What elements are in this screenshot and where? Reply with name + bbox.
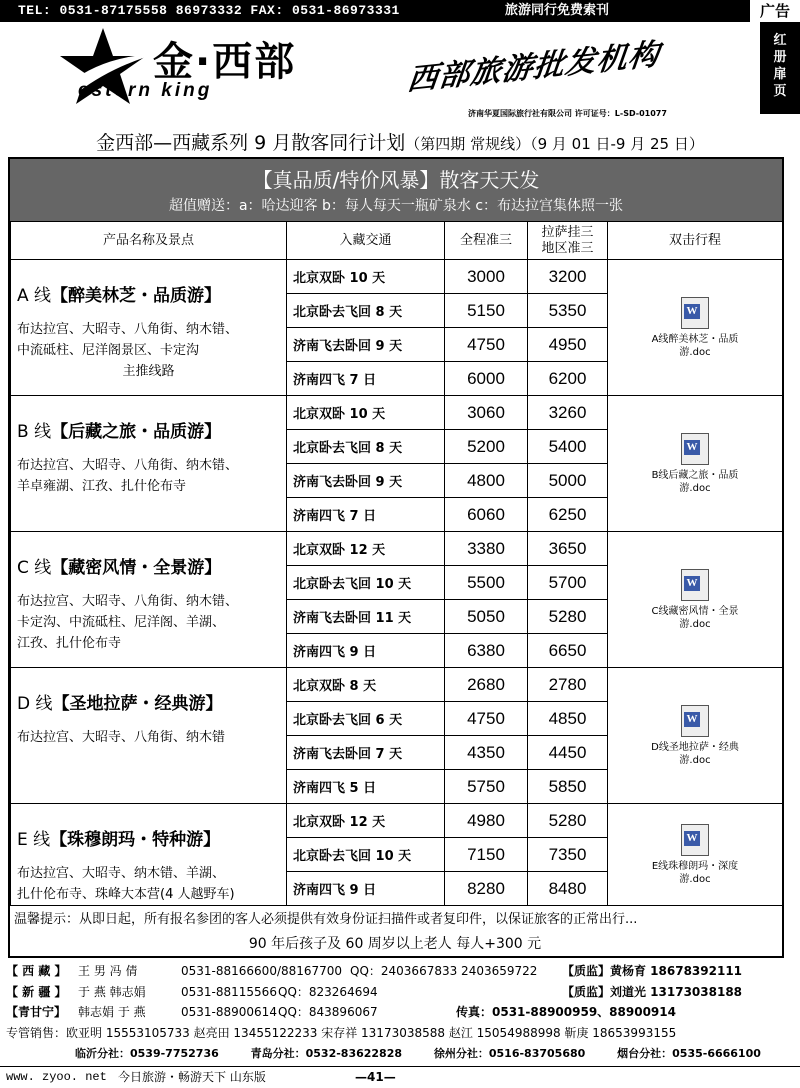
- table-body: [11, 260, 783, 906]
- col-price-lhasa: [528, 222, 608, 260]
- transport-cell: 北京双卧 8 天: [287, 668, 445, 702]
- col-price-lhasa-line1: 拉萨挂三: [541, 224, 594, 240]
- line-sights: 扎什伦布寺、珠峰大本营(4 人越野车): [17, 887, 235, 902]
- price-lhasa-cell: 3260: [528, 396, 608, 430]
- footer-slogan: 今日旅游・畅游天下 山东版: [118, 1070, 266, 1084]
- notes: [10, 908, 780, 953]
- contact-qq: QQ：2403667833 2403659722: [350, 964, 538, 978]
- col-price-lhasa-line2: 地区准三: [541, 240, 594, 256]
- contacts-block: [6, 961, 786, 1043]
- price-lhasa-cell: 5000: [528, 464, 608, 498]
- contact-row: [6, 961, 786, 982]
- line-sights: 布达拉宫、大昭寺、八角街、纳木错、: [17, 458, 239, 473]
- line-name: [17, 286, 280, 307]
- side-tab-char: 册: [773, 50, 787, 65]
- word-doc-icon[interactable]: W: [681, 705, 709, 737]
- line-label: A 线: [17, 286, 52, 306]
- branch-office: 临沂分社：0539-7752736: [75, 1047, 219, 1060]
- side-tab-char: 红: [773, 33, 787, 48]
- price-lhasa-cell: 5700: [528, 566, 608, 600]
- price-lhasa-cell: 3650: [528, 532, 608, 566]
- doc-filename: 游.doc: [679, 754, 711, 766]
- line-title: 【藏密风情・全景游】: [51, 558, 222, 578]
- line-sights: 中流砥柱、尼洋阁景区、卡定沟: [17, 343, 200, 358]
- transport-cell: 北京卧去飞回 8 天: [287, 294, 445, 328]
- col-product: 产品名称及景点: [11, 222, 287, 260]
- line-extra: 主推线路: [122, 364, 175, 379]
- price-lhasa-cell: 4850: [528, 702, 608, 736]
- transport-cell: 济南四飞 9 日: [287, 634, 445, 668]
- price-lhasa-cell: 5400: [528, 430, 608, 464]
- line-name: [17, 558, 280, 579]
- price-full-cell: 3380: [445, 532, 528, 566]
- transport-cell: 济南飞去卧回 11 天: [287, 600, 445, 634]
- sales-contacts: 专管销售：欧亚明 15553105733 赵亮田 13455122233 宋存祥 13173038588 赵江 15054988998 靳庚 18653993155: [6, 1025, 677, 1040]
- price-full-cell: 3000: [445, 260, 528, 294]
- surcharge-note: 90 年后孩子及 60 周岁以上老人 每人+300 元: [248, 936, 542, 952]
- itinerary-doc-cell[interactable]: [608, 396, 783, 532]
- doc-filename: E线珠穆朗玛・深度: [651, 860, 739, 872]
- logo-english-name: estern king: [78, 80, 213, 101]
- price-lhasa-cell: 6200: [528, 362, 608, 396]
- doc-filename: 游.doc: [679, 618, 711, 630]
- company-logo: [58, 26, 308, 106]
- line-name: [17, 830, 280, 851]
- doc-filename: 游.doc: [679, 873, 711, 885]
- itinerary-doc-cell[interactable]: [608, 260, 783, 396]
- price-full-cell: 5050: [445, 600, 528, 634]
- contact-phone: 0531-88166600/88167700: [181, 964, 343, 978]
- price-lhasa-cell: 3200: [528, 260, 608, 294]
- table-header-row: [11, 222, 783, 260]
- transport-cell: 北京卧去飞回 10 天: [287, 566, 445, 600]
- price-lhasa-cell: 6250: [528, 498, 608, 532]
- price-lhasa-cell: 5350: [528, 294, 608, 328]
- line-sights: 布达拉宫、大昭寺、八角街、纳木错: [17, 730, 226, 745]
- price-full-cell: 2680: [445, 668, 528, 702]
- line-name: [17, 694, 280, 715]
- product-cell: [11, 532, 287, 668]
- contact-region: 【 新 疆 】: [6, 984, 67, 999]
- word-doc-icon[interactable]: W: [681, 433, 709, 465]
- transport-cell: 北京双卧 12 天: [287, 804, 445, 838]
- price-full-cell: 8280: [445, 872, 528, 906]
- line-sights: 卡定沟、中流砥柱、尼洋阁、羊湖、: [17, 615, 226, 630]
- doc-filename: C线藏密风情・全景: [651, 605, 739, 617]
- side-tab-char: 扉: [773, 67, 787, 82]
- contact-phone: 0531-88115566: [181, 984, 277, 999]
- branch-office: 徐州分社：0516-83705680: [433, 1047, 586, 1060]
- word-doc-icon[interactable]: W: [681, 824, 709, 856]
- top-bar: [0, 0, 800, 22]
- product-cell: [11, 260, 287, 396]
- doc-filename: 游.doc: [679, 482, 711, 494]
- line-label: C 线: [17, 558, 52, 578]
- line-sights: 羊卓雍湖、江孜、扎什伦布寺: [17, 479, 187, 494]
- page-number: —41—: [355, 1070, 396, 1084]
- page-footer: [0, 1066, 800, 1088]
- promo-banner: [10, 159, 782, 221]
- header-free-catalog: 旅游同行免费索刊: [505, 3, 610, 18]
- transport-cell: 济南四飞 9 日: [287, 872, 445, 906]
- warm-tip: 温馨提示：从即日起，所有报名参团的客人必须提供有效身份证扫描件或者复印件，以保证旅客的正常出行...: [14, 912, 638, 927]
- line-title: 【圣地拉萨・经典游】: [52, 694, 223, 714]
- title-period: （第四期 常规线）: [405, 135, 531, 153]
- transport-cell: 济南四飞 5 日: [287, 770, 445, 804]
- table-row: [11, 668, 783, 702]
- promo-title: 【真品质/特价风暴】散客天天发: [252, 168, 540, 192]
- transport-cell: 济南四飞 7 日: [287, 498, 445, 532]
- transport-cell: 北京卧去飞回 10 天: [287, 838, 445, 872]
- contact-names: 于 燕 韩志娟: [78, 984, 146, 999]
- price-table: [10, 221, 783, 906]
- logo-chinese-name: 金·西部: [153, 39, 297, 85]
- price-lhasa-cell: 5280: [528, 600, 608, 634]
- itinerary-table-frame: [8, 157, 784, 958]
- contact-region: 【青甘宁】: [6, 1005, 67, 1019]
- header-contact: TEL: 0531-87175558 86973332 FAX: 0531-86973331: [18, 3, 400, 18]
- price-lhasa-cell: 5280: [528, 804, 608, 838]
- branch-office: 青岛分社：0532-83622828: [250, 1047, 403, 1060]
- price-full-cell: 5500: [445, 566, 528, 600]
- col-transport: 入藏交通: [287, 222, 445, 260]
- line-label: B 线: [17, 422, 52, 442]
- contact-row: [6, 1002, 786, 1023]
- transport-cell: 北京双卧 12 天: [287, 532, 445, 566]
- transport-cell: 北京卧去飞回 8 天: [287, 430, 445, 464]
- line-sights: 布达拉宫、大昭寺、八角街、纳木错、: [17, 322, 239, 337]
- side-tab-char: 页: [773, 84, 787, 99]
- price-lhasa-cell: 4450: [528, 736, 608, 770]
- transport-cell: 济南飞去卧回 9 天: [287, 464, 445, 498]
- price-full-cell: 5200: [445, 430, 528, 464]
- transport-cell: 北京卧去飞回 6 天: [287, 702, 445, 736]
- contact-phone: 0531-88900614: [181, 1005, 277, 1019]
- doc-filename: B线后藏之旅・品质: [651, 469, 739, 481]
- price-full-cell: 6000: [445, 362, 528, 396]
- line-sights: 江孜、扎什伦布寺: [17, 636, 122, 651]
- transport-cell: 济南飞去卧回 7 天: [287, 736, 445, 770]
- transport-cell: 济南飞去卧回 9 天: [287, 328, 445, 362]
- itinerary-doc-cell[interactable]: [608, 804, 783, 906]
- contact-names: 韩志娟 于 燕: [78, 1005, 146, 1019]
- side-tab: [760, 22, 800, 114]
- contact-right: 传真：0531-88900959、88900914: [456, 1005, 676, 1019]
- footer-website: www. zyoo. net: [6, 1070, 107, 1084]
- doc-filename: D线圣地拉萨・经典: [651, 741, 739, 753]
- line-sights: 布达拉宫、大昭寺、八角街、纳木错、: [17, 594, 239, 609]
- license-line: 济南华夏国际旅行社有限公司 许可证号：L-SD-01077: [468, 109, 667, 118]
- table-row: [11, 532, 783, 566]
- table-row: [11, 396, 783, 430]
- itinerary-doc-cell[interactable]: [608, 532, 783, 668]
- price-lhasa-cell: 8480: [528, 872, 608, 906]
- line-title: 【后藏之旅・品质游】: [51, 422, 222, 442]
- doc-filename: 游.doc: [679, 346, 711, 358]
- price-lhasa-cell: 6650: [528, 634, 608, 668]
- doc-filename: A线醉美林芝・品质: [651, 333, 739, 345]
- price-full-cell: 6060: [445, 498, 528, 532]
- price-lhasa-cell: 5850: [528, 770, 608, 804]
- line-title: 【珠穆朗玛・特种游】: [50, 830, 221, 850]
- price-lhasa-cell: 2780: [528, 668, 608, 702]
- price-full-cell: 5750: [445, 770, 528, 804]
- branch-offices: [75, 1045, 789, 1061]
- contact-right: 【质监】黄杨育 18678392111: [562, 964, 743, 978]
- price-full-cell: 4350: [445, 736, 528, 770]
- line-label: E 线: [17, 830, 51, 850]
- title-main: 金西部—西藏系列 9 月散客同行计划: [96, 132, 406, 154]
- product-cell: [11, 396, 287, 532]
- sales-row: [6, 1023, 786, 1044]
- price-full-cell: 4750: [445, 702, 528, 736]
- company-slogan: 西部旅游批发机构: [405, 37, 662, 98]
- title-dates: （9 月 01 日-9 月 25 日）: [530, 135, 704, 153]
- contact-qq: QQ：843896067: [278, 1005, 378, 1019]
- word-doc-icon[interactable]: W: [681, 569, 709, 601]
- price-full-cell: 4980: [445, 804, 528, 838]
- table-row: [11, 804, 783, 838]
- word-doc-icon[interactable]: W: [681, 297, 709, 329]
- price-full-cell: 4800: [445, 464, 528, 498]
- line-name: [17, 422, 280, 443]
- price-lhasa-cell: 7350: [528, 838, 608, 872]
- line-label: D 线: [17, 694, 53, 714]
- branch-office: 烟台分社：0535-6666100: [617, 1047, 761, 1060]
- itinerary-doc-cell[interactable]: [608, 668, 783, 804]
- transport-cell: 北京双卧 10 天: [287, 260, 445, 294]
- table-row: [11, 260, 783, 294]
- ad-label: 广告: [748, 0, 800, 22]
- price-full-cell: 5150: [445, 294, 528, 328]
- price-full-cell: 4750: [445, 328, 528, 362]
- line-sights: 布达拉宫、大昭寺、纳木错、羊湖、: [17, 866, 226, 881]
- contact-qq: QQ：823264694: [278, 984, 378, 999]
- product-cell: [11, 668, 287, 804]
- page-title: [0, 128, 800, 155]
- product-cell: [11, 804, 287, 906]
- contact-region: 【 西 藏 】: [6, 964, 67, 978]
- transport-cell: 济南四飞 7 日: [287, 362, 445, 396]
- price-lhasa-cell: 4950: [528, 328, 608, 362]
- contact-right: 【质监】刘道光 13173038188: [562, 984, 743, 999]
- col-itinerary: 双击行程: [608, 222, 783, 260]
- price-full-cell: 7150: [445, 838, 528, 872]
- promo-gifts: 超值赠送：a：哈达迎客 b：每人每天一瓶矿泉水 c：布达拉宫集体照一张: [168, 198, 624, 214]
- contact-names: 王 男 冯 倩: [78, 964, 138, 978]
- price-full-cell: 3060: [445, 396, 528, 430]
- contact-row: [6, 982, 786, 1003]
- line-title: 【醉美林芝・品质游】: [51, 286, 222, 306]
- transport-cell: 北京双卧 10 天: [287, 396, 445, 430]
- col-price-full: 全程准三: [445, 222, 528, 260]
- price-full-cell: 6380: [445, 634, 528, 668]
